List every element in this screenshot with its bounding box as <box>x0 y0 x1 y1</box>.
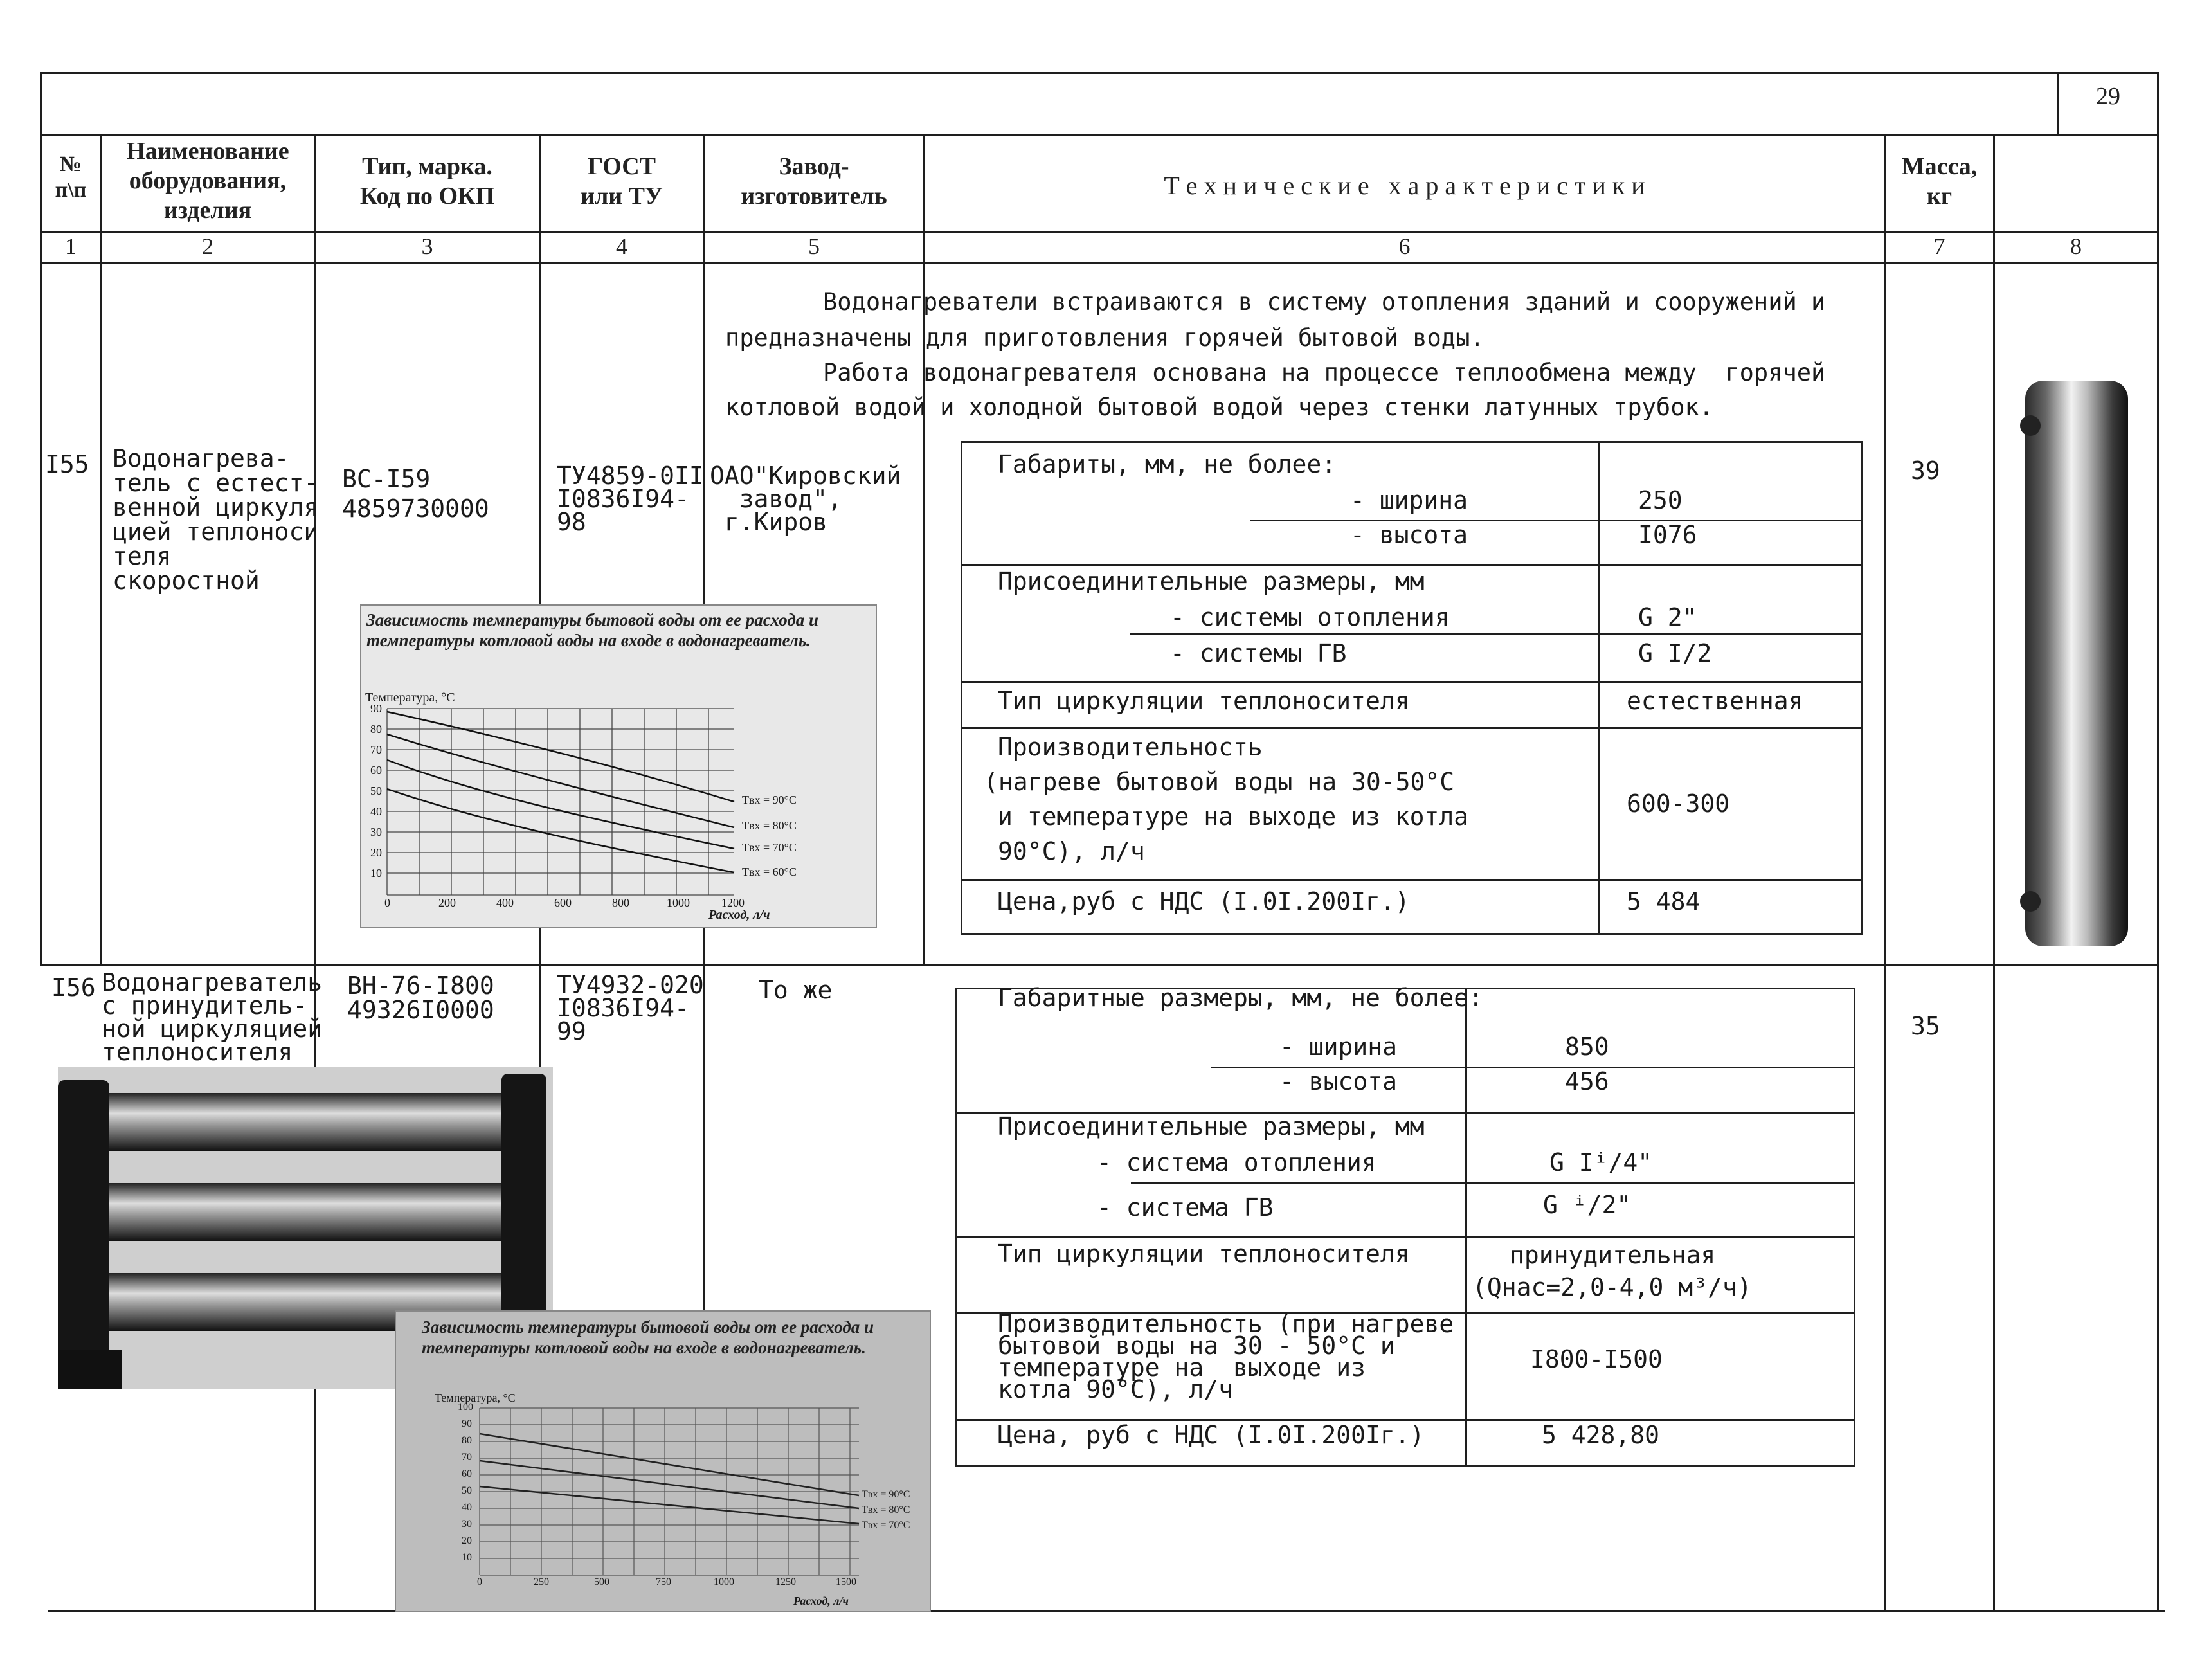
row155-name: Водонагрева- тель с естест- венной циркуля цией теплоноси теля скоростной <box>113 444 319 595</box>
column-number-7: 7 <box>1933 233 1945 259</box>
row155-heater-photo <box>2012 374 2141 953</box>
row156-graph-x-tick: 750 <box>656 1576 671 1587</box>
row155-conn-title: Присоединительные размеры, мм <box>998 567 1425 595</box>
row156-graph-legend: Tвх = 80°С <box>862 1504 910 1515</box>
row156-graph-caption: Зависимость температуры бытовой воды от ее расхода и температуры котловой воды на входе в водонагреватель. <box>422 1317 874 1357</box>
row156-graph-y-tick: 100 <box>458 1402 473 1413</box>
row156-type: ВН-76-I800 49326I0000 <box>347 971 494 1024</box>
row156-graph-legend: Tвх = 90°С <box>862 1489 910 1500</box>
header-equipment-name: Наименование оборудования, изделия <box>126 138 289 224</box>
row156-graph-y-tick: 20 <box>462 1535 472 1546</box>
row155-graph-y-tick: 10 <box>370 867 382 880</box>
row155-graph-ylabel: Температура, °С <box>365 691 455 705</box>
row155-perf-value: 600-300 <box>1627 790 1730 818</box>
row155-height-label: - высота <box>1350 521 1468 549</box>
row155-graph-x-tick: 1200 <box>721 896 745 909</box>
row155-height-value: I076 <box>1638 521 1697 549</box>
row155-gost: ТУ4859-0II I0836I94- 98 <box>557 462 704 536</box>
row155-circ-value: естественная <box>1627 687 1803 715</box>
row156-width-label: - ширина <box>1279 1033 1398 1061</box>
row156-graph-y-tick: 30 <box>462 1519 472 1530</box>
row155-graph-legend: Tвх = 60°С <box>742 865 797 878</box>
row155-graph-legend: Tвх = 90°С <box>742 793 797 806</box>
row155-maker: ОАО"Кировский завод", г.Киров <box>710 462 901 536</box>
header-gost: ГОСТ или ТУ <box>581 153 663 210</box>
header-manufacturer: Завод- изготовитель <box>741 153 887 210</box>
row155-mass: 39 <box>1911 456 1940 485</box>
row155-perf-label-2: (нагреве бытовой воды на 30-50°С <box>984 768 1455 796</box>
row156-graph-y-tick: 10 <box>462 1552 472 1563</box>
row155-graph-x-tick: 0 <box>384 896 390 909</box>
intro-line-3: Работа водонагревателя основана на процессе теплообмена между горячей <box>823 359 1826 386</box>
column-number-5: 5 <box>808 233 820 259</box>
row155-graph-y-tick: 30 <box>370 826 382 838</box>
row155-perf-label-3: и температуре на выходе из котла <box>998 802 1469 831</box>
row156-graph <box>395 1310 931 1612</box>
row155-graph-x-tick: 200 <box>438 896 456 909</box>
row155-graph-x-tick: 600 <box>554 896 572 909</box>
row156-perf-label-3: температуре на выходе из <box>998 1353 1366 1382</box>
row156-graph-ylabel: Температура, °С <box>435 1391 516 1404</box>
row155-graph-x-tick: 1000 <box>667 896 690 909</box>
row156-perf-label-2: бытовой воды на 30 - 50°С и <box>998 1332 1395 1360</box>
row156-gost: ТУ4932-020 I0836I94- 99 <box>557 971 704 1045</box>
row156-circ-value-2: (Qнас=2,0-4,0 м³/ч) <box>1472 1273 1752 1301</box>
header-mass: Масса, кг <box>1901 153 1978 210</box>
row155-graph-legend: Tвх = 80°С <box>742 819 797 832</box>
column-number-4: 4 <box>616 233 627 259</box>
row156-circ-value-1: принудительная <box>1510 1241 1716 1269</box>
row156-mass: 35 <box>1911 1012 1940 1040</box>
header-type-code: Тип, марка. Код по ОКП <box>359 153 495 210</box>
row156-graph-x-tick: 500 <box>594 1576 609 1587</box>
row156-graph-y-tick: 70 <box>462 1452 472 1463</box>
row155-graph-y-tick: 70 <box>370 743 382 756</box>
row155-graph-y-tick: 20 <box>370 846 382 859</box>
row156-heating-label: - система отопления <box>1097 1148 1376 1177</box>
row155-graph-y-tick: 90 <box>370 702 382 715</box>
row156-conn-title: Присоединительные размеры, мм <box>998 1112 1425 1141</box>
column-number-8: 8 <box>2070 233 2082 259</box>
row155-hw-value: G I/2 <box>1638 639 1712 667</box>
row155-dims-title: Габариты, мм, не более: <box>998 450 1337 478</box>
row156-graph-x-tick: 1500 <box>836 1576 856 1587</box>
row155-perf-label-1: Производительность <box>998 733 1263 761</box>
header-tech-characteristics: Т е х н и ч е с к и е х а р а к т е р и с т и к и <box>1164 171 1645 200</box>
intro-line-1: Водонагреватели встраиваются в систему отопления зданий и сооружений и <box>823 288 1826 316</box>
row155-number: I55 <box>45 450 89 478</box>
column-number-6: 6 <box>1398 233 1411 259</box>
column-number-2: 2 <box>202 233 213 259</box>
row155-graph-xlabel: Расход, л/ч <box>708 908 770 922</box>
row155-hw-label: - системы ГВ <box>1170 639 1347 667</box>
row156-price-label: Цена, руб с НДС (I.0I.200Iг.) <box>998 1421 1425 1449</box>
row156-price-value: 5 428,80 <box>1542 1421 1660 1449</box>
row156-hw-label: - система ГВ <box>1097 1193 1274 1222</box>
row156-graph-y-tick: 50 <box>462 1485 472 1496</box>
row155-graph-y-tick: 50 <box>370 784 382 797</box>
row156-graph-y-tick: 40 <box>462 1502 472 1513</box>
row155-graph-caption: Зависимость температуры бытовой воды от ее расхода и температуры котловой воды на входе в водонагреватель. <box>366 610 819 650</box>
row155-width-value: 250 <box>1638 486 1683 514</box>
row156-name: Водонагреватель с принудитель- ной циркуляцией теплоносителя <box>102 968 323 1066</box>
row155-graph-y-tick: 60 <box>370 764 382 777</box>
row156-graph-y-tick: 80 <box>462 1435 472 1446</box>
intro-line-4: котловой водой и холодной бытовой водой через стенки латунных трубок. <box>725 393 1714 421</box>
row156-graph-xlabel: Расход, л/ч <box>793 1594 849 1607</box>
row156-circ-label: Тип циркуляции теплоносителя <box>998 1240 1410 1268</box>
row155-graph-x-tick: 400 <box>496 896 514 909</box>
row156-graph-y-tick: 90 <box>462 1418 472 1429</box>
row155-graph-x-tick: 800 <box>612 896 629 909</box>
row156-heating-value: G Iⁱ/4" <box>1549 1148 1653 1177</box>
row156-graph-x-tick: 1000 <box>714 1576 734 1587</box>
row156-number: I56 <box>51 973 96 1002</box>
column-number-1: 1 <box>65 233 77 259</box>
row155-width-label: - ширина <box>1350 486 1468 514</box>
row155-graph-y-tick: 40 <box>370 805 382 818</box>
row156-dims-title: Габаритные размеры, мм, не более: <box>998 984 1483 1012</box>
row156-graph-x-tick: 0 <box>477 1576 482 1587</box>
header-number: № п\п <box>55 152 87 202</box>
row156-graph-x-tick: 1250 <box>775 1576 796 1587</box>
row156-perf-label-4: котла 90°С), л/ч <box>998 1375 1234 1404</box>
row156-graph-legend: Tвх = 70°С <box>862 1520 910 1531</box>
row155-heating-label: - системы отопления <box>1170 603 1450 631</box>
row156-graph-x-tick: 250 <box>534 1576 549 1587</box>
row156-graph-y-tick: 60 <box>462 1468 472 1479</box>
row155-graph <box>360 604 877 928</box>
row155-price-label: Цена,руб с НДС (I.0I.200Iг.) <box>998 887 1410 916</box>
intro-line-2: предназначены для приготовления горячей бытовой воды. <box>725 324 1485 352</box>
row156-maker: То же <box>759 976 833 1004</box>
row156-perf-label-1: Производительность (при нагреве <box>998 1310 1454 1338</box>
row155-perf-label-4: 90°С), л/ч <box>998 837 1145 865</box>
row155-graph-legend: Tвх = 70°С <box>742 841 797 854</box>
row155-type: ВС-I59 4859730000 <box>342 465 489 523</box>
row156-perf-value: I800-I500 <box>1530 1345 1663 1373</box>
page-number: 29 <box>2096 83 2120 110</box>
row155-graph-y-tick: 80 <box>370 723 382 736</box>
row156-height-value: 456 <box>1565 1067 1609 1096</box>
column-number-3: 3 <box>421 233 433 259</box>
row155-heating-value: G 2" <box>1638 603 1697 631</box>
row156-width-value: 850 <box>1565 1033 1609 1061</box>
row155-price-value: 5 484 <box>1627 887 1701 916</box>
row156-height-label: - высота <box>1279 1067 1398 1096</box>
row155-circ-label: Тип циркуляции теплоносителя <box>998 687 1410 715</box>
row156-hw-value: G ⁱ/2" <box>1543 1191 1632 1219</box>
